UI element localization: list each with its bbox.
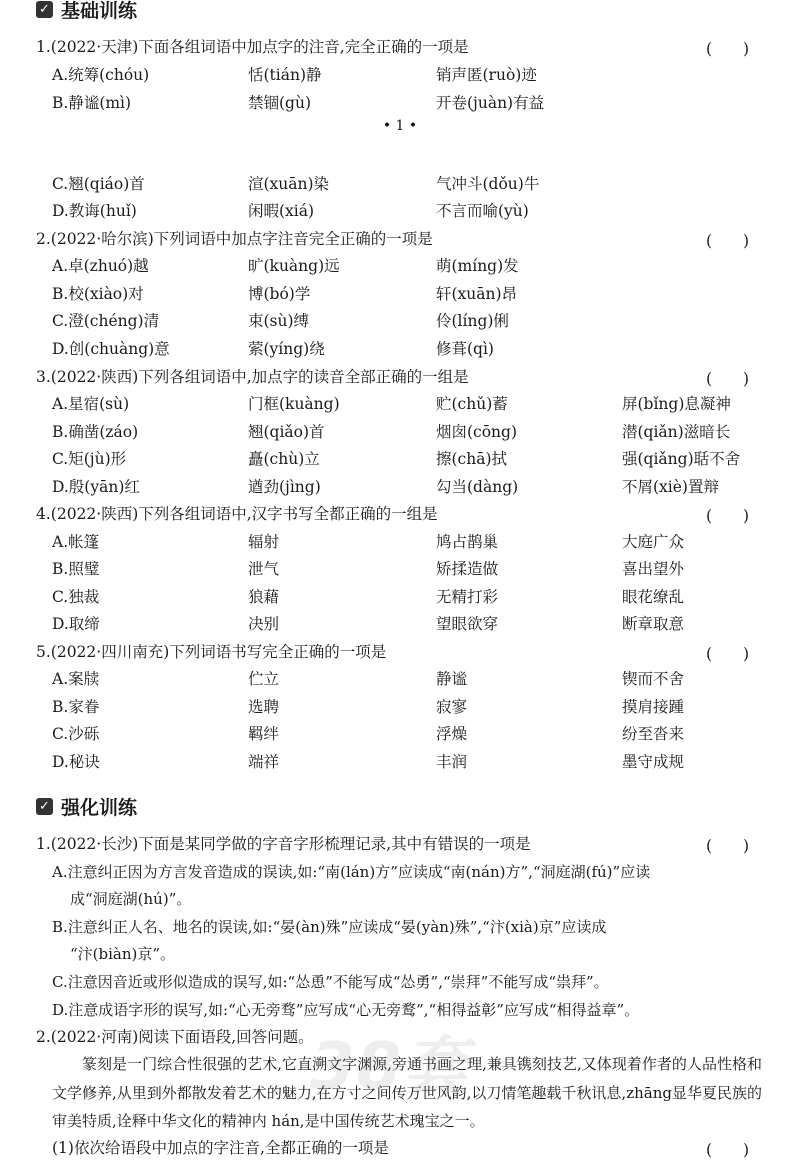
answer-paren: ( ) bbox=[706, 507, 750, 525]
question-stem: 3.(2022·陕西)下列各组词语中,加点字的读音全部正确的一组是 bbox=[36, 368, 469, 386]
option-cell: 轩(xuān)昂 bbox=[436, 285, 518, 303]
option-cell: 浮燥 bbox=[436, 725, 468, 743]
option-cell: D.秘诀 bbox=[52, 753, 100, 771]
option-cell: 擦(chā)拭 bbox=[436, 450, 507, 468]
reading-passage: 篆刻是一门综合性很强的艺术,它直溯文字渊源,旁通书画之理,兼具镌刻技艺,又体现着作者的人品性格和文学修养,从里到外都散发着艺术的魅力,在方寸之间传万世风韵,以刀情笔趣载千秋讯息,zhāng显华夏民族的审美特质,诠释中华文化的精神内 hán,是中国传统艺术瑰宝之一。 bbox=[52, 1055, 762, 1130]
question-stem: 2.(2022·哈尔滨)下列词语中加点字注音完全正确的一项是 bbox=[36, 230, 433, 248]
option-cell: B.照璧 bbox=[52, 560, 100, 578]
option-cell: 眼花缭乱 bbox=[622, 588, 685, 606]
option-cell: 决别 bbox=[248, 615, 280, 633]
option-cell: C.矩(jù)形 bbox=[52, 450, 127, 468]
option-cell: 静谧 bbox=[436, 670, 468, 688]
option-cell: 望眼欲穿 bbox=[436, 615, 499, 633]
option-cell: 潜(qiǎn)滋暗长 bbox=[622, 423, 731, 441]
option-cell: 寂寥 bbox=[436, 698, 468, 716]
answer-paren: ( ) bbox=[706, 837, 750, 855]
option-cell: 锲而不舍 bbox=[622, 670, 685, 688]
option-cell: 大庭广众 bbox=[622, 533, 685, 551]
checkbox-icon: ✓ bbox=[36, 1, 53, 18]
page-number: • 1 • bbox=[382, 118, 418, 134]
section-header-advanced bbox=[36, 793, 137, 820]
option-cell: 勾当(dàng) bbox=[436, 478, 519, 496]
option-cell: D.殷(yān)红 bbox=[52, 478, 140, 496]
option-cell: B.家眷 bbox=[52, 698, 100, 716]
option-cell: 墨守成规 bbox=[622, 753, 685, 771]
option-cell: 翘(qiǎo)首 bbox=[248, 423, 325, 441]
option-cell: 鸠占鹊巢 bbox=[436, 533, 499, 551]
option-cell: 禁锢(gù) bbox=[248, 94, 311, 112]
option-cell: A.卓(zhuó)越 bbox=[52, 257, 149, 275]
answer-paren: ( ) bbox=[706, 645, 750, 663]
option-cell: B.静谧(mì) bbox=[52, 94, 132, 112]
option-cell: 闲暇(xiá) bbox=[248, 202, 315, 220]
option-cell: 摸肩接踵 bbox=[622, 698, 685, 716]
option-cell: 喜出望外 bbox=[622, 560, 685, 578]
answer-paren: ( ) bbox=[706, 370, 750, 388]
option-cell: 矫揉造做 bbox=[436, 560, 499, 578]
option-cell: 矗(chù)立 bbox=[248, 450, 320, 468]
question-stem: 1.(2022·长沙)下面是某同学做的字音字形梳理记录,其中有错误的一项是 bbox=[36, 835, 531, 853]
question-stem: 5.(2022·四川南充)下列词语书写完全正确的一项是 bbox=[36, 643, 387, 661]
option-cell: 渲(xuān)染 bbox=[248, 175, 330, 193]
option-cell: A.星宿(sù) bbox=[52, 395, 130, 413]
option-cell: 断章取意 bbox=[622, 615, 685, 633]
option-cell: 丰润 bbox=[436, 753, 468, 771]
watermark: 38套 bbox=[310, 1030, 470, 1104]
option-cell: C.澄(chéng)清 bbox=[52, 312, 160, 330]
option-cell: 萌(míng)发 bbox=[436, 257, 519, 275]
section-title: 强化训练 bbox=[61, 797, 138, 819]
option-cell: D.取缔 bbox=[52, 615, 100, 633]
answer-paren: ( ) bbox=[706, 40, 750, 58]
option-cell: B.确凿(záo) bbox=[52, 423, 139, 441]
sub-question: (1)依次给语段中加点的字注音,全都正确的一项是 bbox=[52, 1139, 389, 1157]
option-cell: A.统筹(chóu) bbox=[52, 66, 150, 84]
option-line: 成“洞庭湖(hú)”。 bbox=[70, 890, 192, 908]
option-cell: C.翘(qiáo)首 bbox=[52, 175, 145, 193]
option-cell: A.案牍 bbox=[52, 670, 100, 688]
option-line: A.注意纠正因为方言发音造成的误读,如:“南(lán)方”应读成“南(nán)方”,“洞庭湖(fú)”应读 bbox=[52, 863, 651, 881]
option-cell: 贮(chǔ)蓄 bbox=[436, 395, 508, 413]
section-header-basic bbox=[36, 0, 137, 23]
option-cell: 羁绊 bbox=[248, 725, 280, 743]
answer-paren: ( ) bbox=[706, 232, 750, 250]
option-cell: 恬(tián)静 bbox=[248, 66, 322, 84]
option-cell: 旷(kuàng)远 bbox=[248, 257, 340, 275]
option-line: “汴(biàn)京”。 bbox=[70, 945, 176, 963]
option-cell: D.创(chuàng)意 bbox=[52, 340, 170, 358]
option-cell: 萦(yíng)绕 bbox=[248, 340, 325, 358]
option-cell: A.帐篷 bbox=[52, 533, 100, 551]
option-cell: 伫立 bbox=[248, 670, 280, 688]
option-cell: 无精打彩 bbox=[436, 588, 499, 606]
option-cell: 端祥 bbox=[248, 753, 280, 771]
option-cell: 修葺(qì) bbox=[436, 340, 494, 358]
option-cell: 气冲斗(dǒu)牛 bbox=[436, 175, 540, 193]
option-cell: 屏(bǐng)息凝神 bbox=[622, 395, 731, 413]
option-cell: 泄气 bbox=[248, 560, 280, 578]
option-cell: 狼藉 bbox=[248, 588, 280, 606]
option-cell: 博(bó)学 bbox=[248, 285, 311, 303]
option-cell: 不屑(xiè)置辩 bbox=[622, 478, 719, 496]
option-cell: 遒劲(jìng) bbox=[248, 478, 321, 496]
option-line: C.注意因音近或形似造成的误写,如:“怂恿”不能写成“怂勇”,“崇拜”不能写成“祟拜”。 bbox=[52, 973, 609, 991]
option-cell: 纷至沓来 bbox=[622, 725, 685, 743]
option-cell: B.校(xiào)对 bbox=[52, 285, 144, 303]
question-stem: 1.(2022·天津)下面各组词语中加点字的注音,完全正确的一项是 bbox=[36, 38, 469, 56]
section-title: 基础训练 bbox=[61, 0, 138, 22]
option-cell: C.沙砾 bbox=[52, 725, 100, 743]
option-cell: 选聘 bbox=[248, 698, 280, 716]
option-line: D.注意成语字形的误写,如:“心无旁骛”应写成“心无旁鹜”,“相得益彰”应写成“相得益章”。 bbox=[52, 1001, 640, 1019]
option-cell: 伶(líng)俐 bbox=[436, 312, 509, 330]
option-cell: D.教诲(huǐ) bbox=[52, 202, 137, 220]
checkbox-icon: ✓ bbox=[36, 798, 53, 815]
option-cell: 束(sù)缚 bbox=[248, 312, 310, 330]
option-cell: 门框(kuàng) bbox=[248, 395, 340, 413]
option-line: B.注意纠正人名、地名的误读,如:“晏(àn)殊”应读成“晏(yàn)殊”,“汴(xià)京”应读成 bbox=[52, 918, 607, 936]
answer-paren: ( ) bbox=[706, 1141, 750, 1159]
option-cell: 辐射 bbox=[248, 533, 280, 551]
option-cell: 销声匿(ruò)迹 bbox=[436, 66, 537, 84]
option-cell: 不言而喻(yù) bbox=[436, 202, 529, 220]
option-cell: 开卷(juàn)有益 bbox=[436, 94, 545, 112]
option-cell: C.独裁 bbox=[52, 588, 100, 606]
option-cell: 烟囱(cōng) bbox=[436, 423, 518, 441]
question-stem: 2.(2022·河南)阅读下面语段,回答问题。 bbox=[36, 1028, 314, 1046]
option-cell: 强(qiǎng)聒不舍 bbox=[622, 450, 741, 468]
question-stem: 4.(2022·陕西)下列各组词语中,汉字书写全都正确的一组是 bbox=[36, 505, 438, 523]
